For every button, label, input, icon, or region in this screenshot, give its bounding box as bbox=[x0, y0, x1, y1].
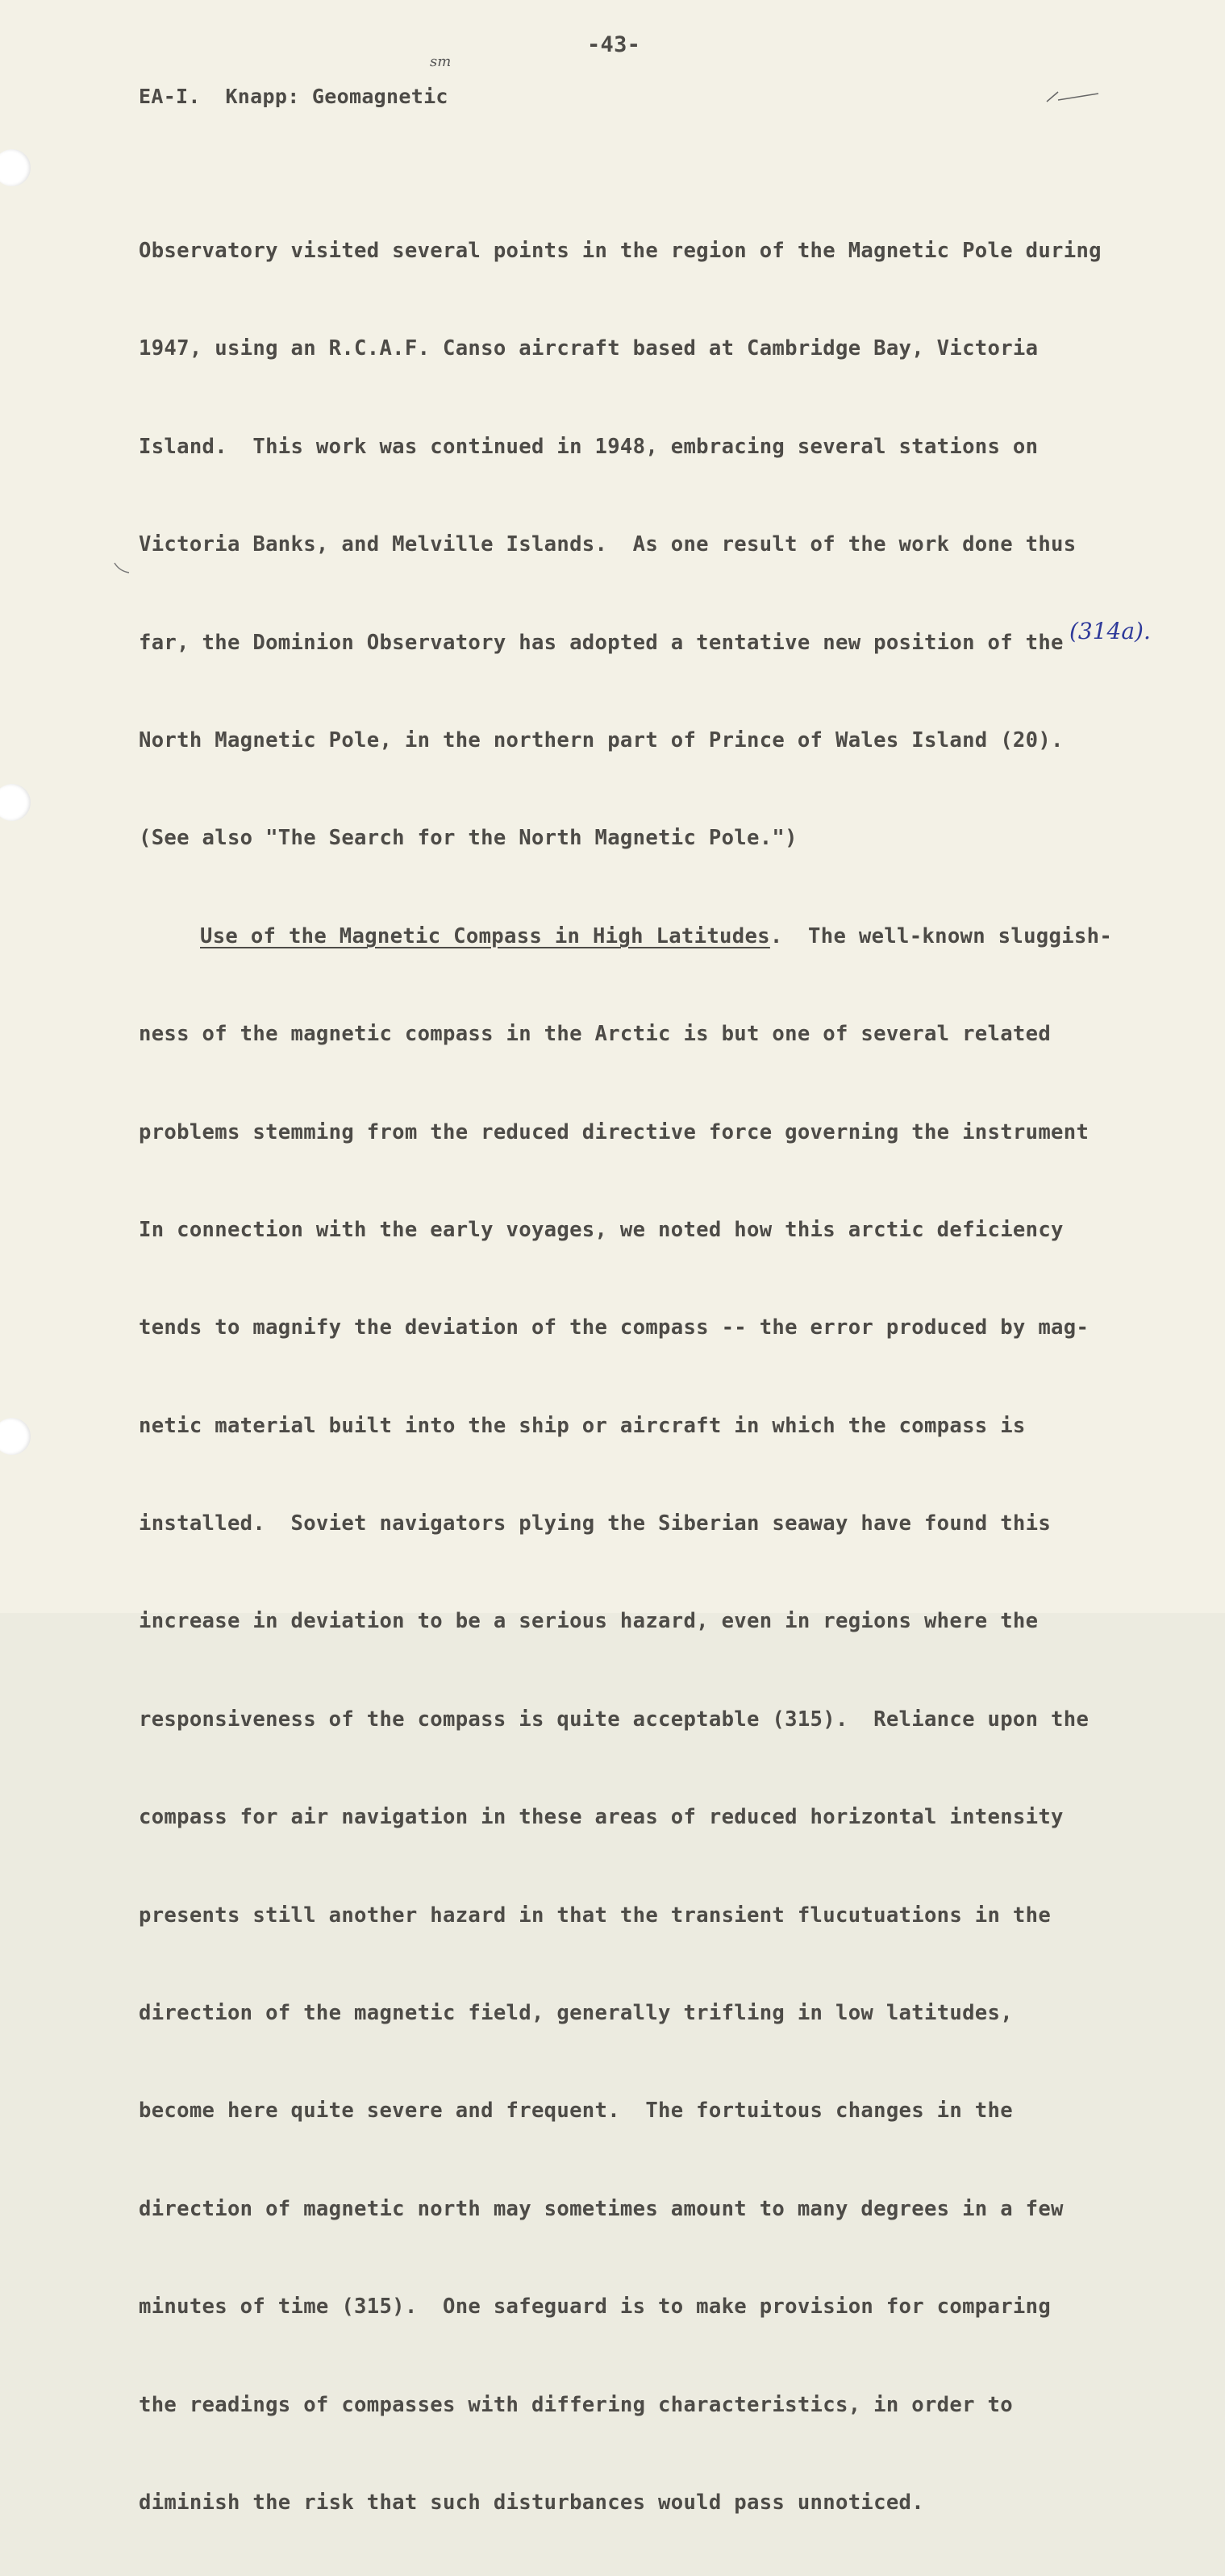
check-mark-icon bbox=[1045, 89, 1102, 105]
punch-hole bbox=[0, 784, 31, 821]
text-line: direction of the magnetic field, generally trifling in low latitudes, bbox=[139, 2001, 1013, 2026]
text-line: 1947, using an R.C.A.F. Canso aircraft based at Cambridge Bay, Victoria bbox=[139, 336, 1039, 361]
text-line: tends to magnify the deviation of the compass -- the error produced by mag- bbox=[139, 1315, 1090, 1340]
text-line: compass for air navigation in these areas of reduced horizontal intensity bbox=[139, 1805, 1064, 1830]
margin-mark-icon bbox=[113, 561, 132, 574]
text-line: ness of the magnetic compass in the Arctic is but one of several related bbox=[139, 1022, 1052, 1047]
text-line: direction of magnetic north may sometimes amount to many degrees in a few bbox=[139, 2196, 1064, 2221]
text-line: In connection with the early voyages, we noted how this arctic deficiency bbox=[139, 1217, 1064, 1242]
text-line: responsiveness of the compass is quite acceptable (315). Reliance upon the bbox=[139, 1707, 1090, 1732]
text-line: far, the Dominion Observatory has adopted a tentative new position of the bbox=[139, 630, 1064, 655]
text-line: become here quite severe and frequent. The fortuitous changes in the bbox=[139, 2099, 1013, 2124]
page-number: -43- bbox=[587, 32, 641, 57]
text-line: North Magnetic Pole, in the northern part of Prince of Wales Island (20). bbox=[139, 727, 1064, 752]
punch-hole bbox=[0, 149, 31, 186]
text-line: Victoria Banks, and Melville Islands. As one result of the work done thus bbox=[139, 532, 1077, 557]
punch-hole bbox=[0, 1418, 31, 1455]
text-line: diminish the risk that such disturbances would pass unnoticed. bbox=[139, 2490, 924, 2515]
text-line: Island. This work was continued in 1948, embracing several stations on bbox=[139, 434, 1039, 459]
paragraph-heading-line bbox=[139, 912, 1112, 961]
text-line: increase in deviation to be a serious hazard, even in regions where the bbox=[139, 1609, 1039, 1634]
text-line: problems stemming from the reduced directive force governing the instrument bbox=[139, 1119, 1090, 1144]
text-line: installed. Soviet navigators plying the Siberian seaway have found this bbox=[139, 1511, 1052, 1536]
handwritten-reference: (314a). bbox=[1069, 618, 1151, 644]
text-line: Observatory visited several points in the region of the Magnetic Pole during bbox=[139, 239, 1102, 263]
text-line: presents still another hazard in that the transient flucutuations in the bbox=[139, 1903, 1052, 1928]
body-text bbox=[139, 178, 1112, 2576]
handwritten-header-mark: sm bbox=[430, 53, 452, 70]
text-line: netic material built into the ship or aircraft in which the compass is bbox=[139, 1413, 1026, 1438]
text-line: (See also "The Search for the North Magnetic Pole.") bbox=[139, 826, 798, 851]
text-segment: . The well-known sluggish- bbox=[769, 923, 1113, 948]
page-header: EA-I. Knapp: Geomagnetic bbox=[139, 85, 448, 108]
text-line: the readings of compasses with differing characteristics, in order to bbox=[139, 2392, 1013, 2417]
section-heading: Use of the Magnetic Compass in High Latitudes bbox=[200, 923, 770, 948]
text-line: minutes of time (315). One safeguard is to make provision for comparing bbox=[139, 2295, 1052, 2320]
